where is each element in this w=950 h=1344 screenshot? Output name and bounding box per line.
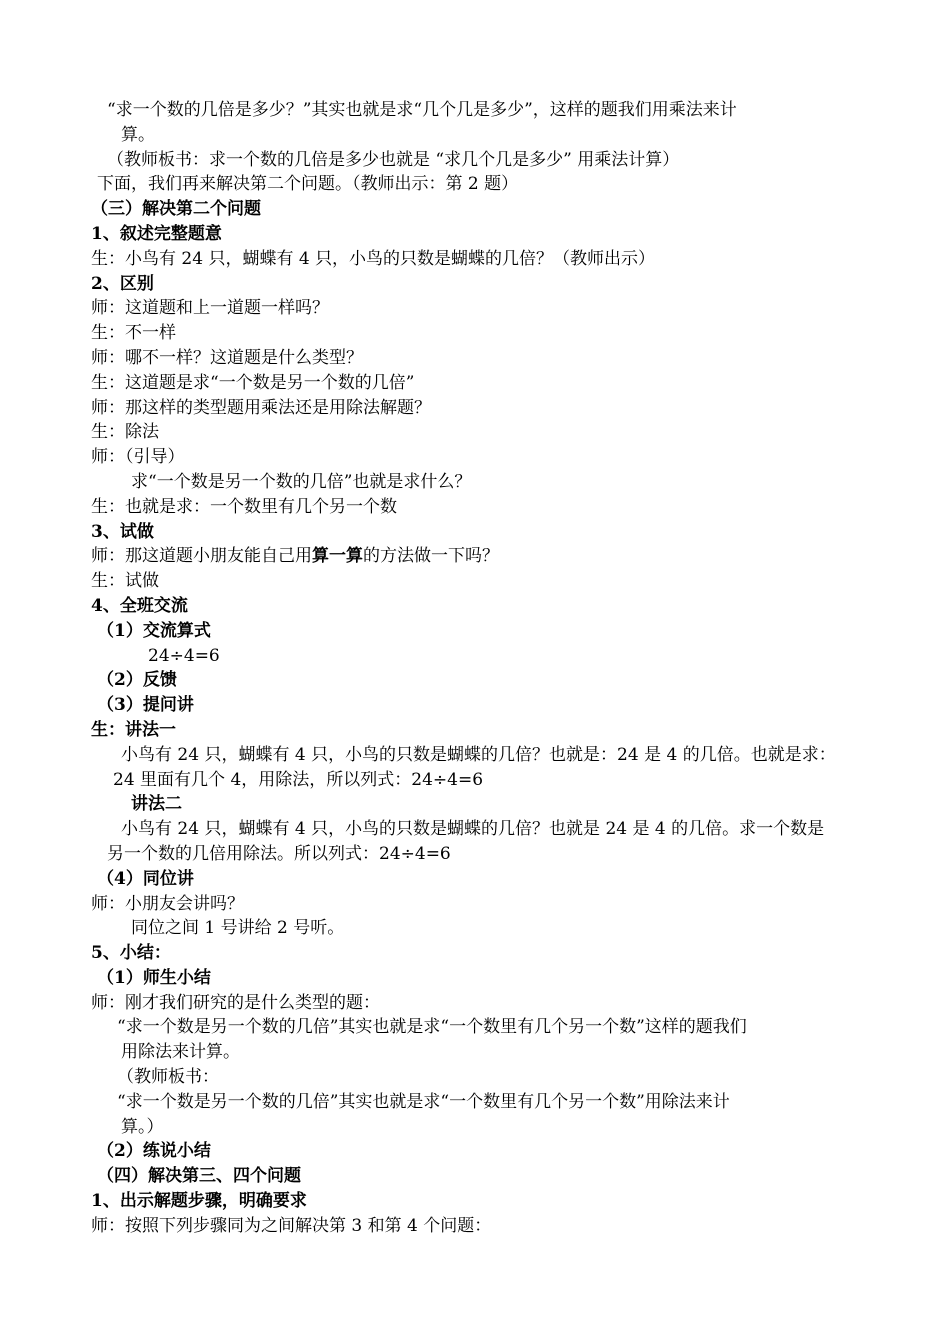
text-line: 小鸟有 24 只，蝴蝶有 4 只，小鸟的只数是蝴蝶的几倍？也就是：24 是 4 的几倍。也就是求： — [121, 744, 836, 765]
equation: 24÷4=6 — [148, 645, 220, 666]
method-heading: 生：讲法一 — [91, 719, 176, 740]
step-heading: 4、全班交流 — [91, 595, 188, 616]
section-heading: （三）解决第二个问题 — [91, 199, 261, 220]
text-line: 另一个数的几倍用除法。所以列式：24÷4=6 — [107, 843, 451, 864]
text-line: （教师板书： — [117, 1067, 219, 1088]
text-line: “求一个数是另一个数的几倍”其实也就是求“一个数里有几个另一个数”这样的题我们 — [117, 1017, 747, 1038]
text-line: 生：也就是求：一个数里有几个另一个数 — [91, 496, 397, 517]
step-heading: 1、出示解题步骤，明确要求 — [91, 1191, 307, 1212]
sub-heading: （3）提问讲 — [97, 695, 194, 716]
text-line: “求一个数的几倍是多少？”其实也就是求“几个几是多少”，这样的题我们用乘法来计 — [107, 100, 737, 120]
text-line: “求一个数是另一个数的几倍”其实也就是求“一个数里有几个另一个数”用除法来计 — [117, 1091, 730, 1112]
sub-heading: （1）师生小结 — [97, 967, 211, 988]
section-heading: （四）解决第三、四个问题 — [97, 1166, 301, 1187]
text-line: 24 里面有几个 4，用除法，所以列式：24÷4=6 — [113, 769, 484, 790]
text-line: 求“一个数是另一个数的几倍”也就是求什么？ — [131, 471, 472, 492]
text-line: 师：这道题和上一道题一样吗？ — [91, 298, 329, 319]
bold-phrase: 算一算 — [312, 546, 363, 567]
step-heading: 1、叙述完整题意 — [91, 223, 222, 244]
text-line: 算。） — [121, 1116, 164, 1137]
text-line: 用除法来计算。 — [121, 1042, 240, 1063]
step-heading: 2、区别 — [91, 273, 154, 294]
text-line: 师：刚才我们研究的是什么类型的题： — [91, 992, 380, 1013]
text-line: 下面，我们再来解决第二个问题。（教师出示：第 2 题） — [97, 174, 519, 195]
text-segment: 师：那这道题小朋友能自己用 — [91, 546, 312, 567]
step-heading: 3、试做 — [91, 521, 154, 542]
sub-heading: （2）反馈 — [97, 670, 177, 691]
text-line: 同位之间 1 号讲给 2 号听。 — [131, 918, 345, 939]
text-line: 师：那这样的类型题用乘法还是用除法解题？ — [91, 397, 431, 418]
text-line: 师：按照下列步骤同为之间解决第 3 和第 4 个问题： — [91, 1215, 492, 1236]
sub-heading: （4）同位讲 — [97, 868, 194, 889]
text-segment: 的方法做一下吗？ — [363, 546, 499, 567]
text-line: 生：除法 — [91, 422, 159, 443]
text-line: 生：试做 — [91, 571, 159, 592]
text-line: （教师板书：求一个数的几倍是多少也就是 “求几个几是多少” 用乘法计算） — [107, 149, 680, 170]
text-line: 生：这道题是求“一个数是另一个数的几倍” — [91, 372, 415, 393]
text-line: 生：不一样 — [91, 323, 176, 344]
method-heading: 讲法二 — [131, 794, 182, 815]
sub-heading: （1）交流算式 — [97, 620, 211, 641]
text-line — [0, 544, 950, 569]
text-line: 师：哪不一样？这道题是什么类型？ — [91, 347, 363, 368]
text-line: 生：小鸟有 24 只，蝴蝶有 4 只，小鸟的只数是蝴蝶的几倍？（教师出示） — [91, 248, 656, 269]
text-line: 算。 — [121, 124, 155, 145]
text-line: 小鸟有 24 只，蝴蝶有 4 只，小鸟的只数是蝴蝶的几倍？也就是 24 是 4 的几倍。求一个数是 — [121, 819, 825, 840]
sub-heading: （2）练说小结 — [97, 1141, 211, 1162]
step-heading: 5、小结： — [91, 943, 171, 964]
document-page — [0, 98, 950, 1239]
text-line: 师：（引导） — [91, 447, 185, 468]
text-line: 师：小朋友会讲吗？ — [91, 893, 244, 914]
